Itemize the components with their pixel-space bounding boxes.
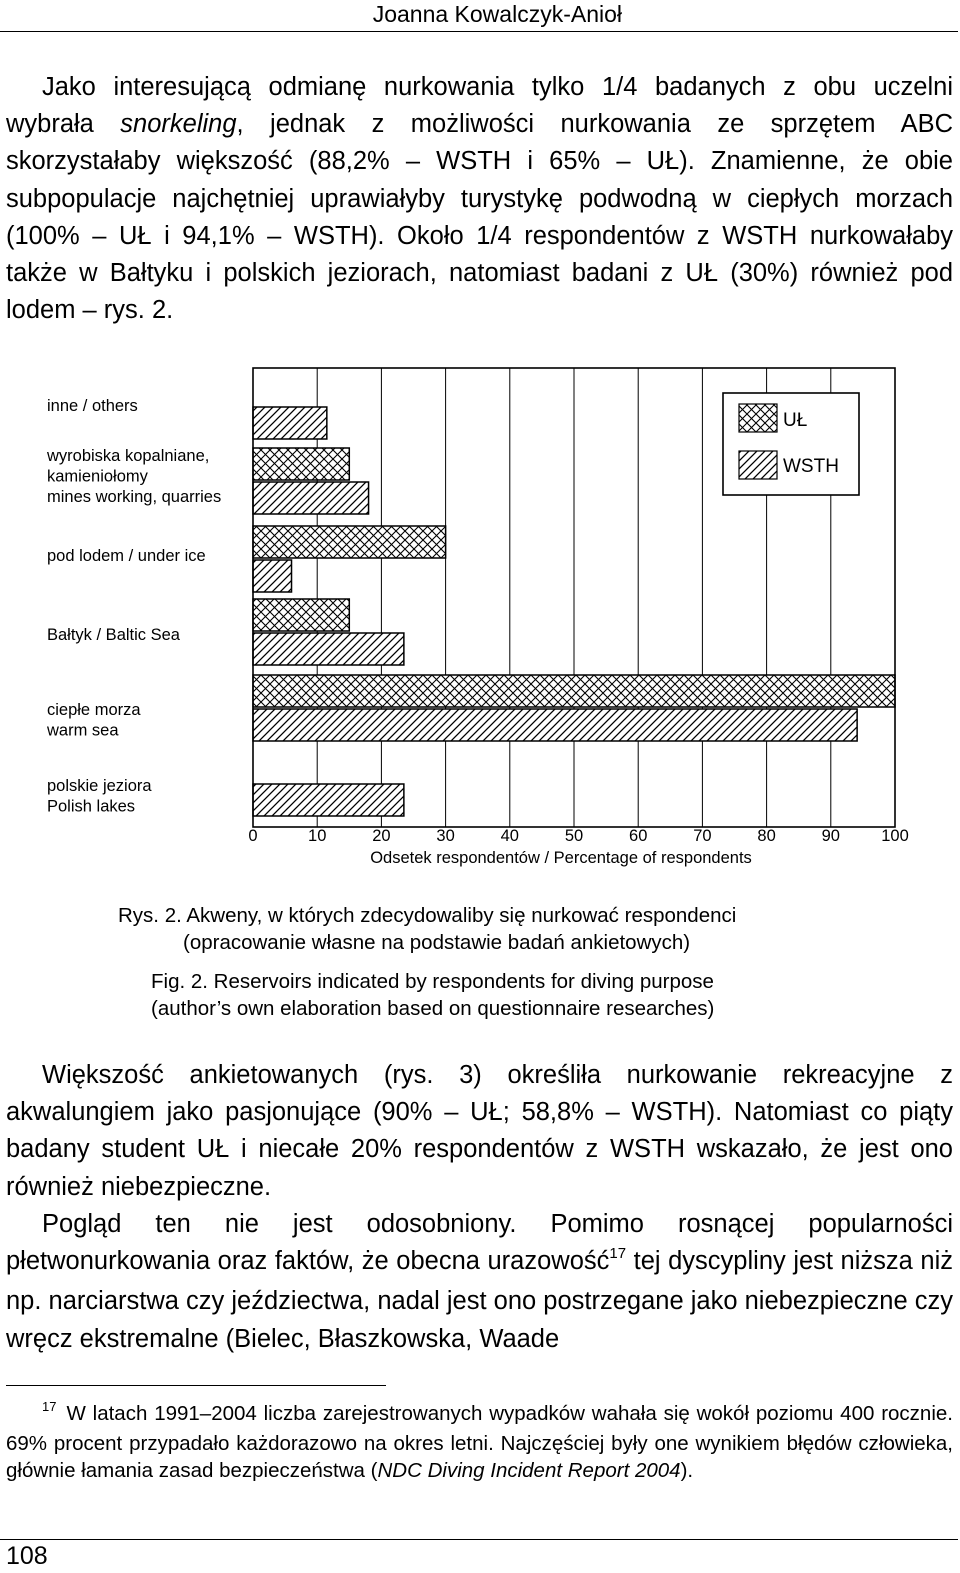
legend-swatch-ul xyxy=(739,404,777,432)
page-number: 108 xyxy=(6,1542,48,1570)
footnote-text-a: W latach 1991–2004 liczba zarejestrowanych wypadków wahała się wokół poziomu 400 rocznie. 69% procent przypadało każdorazowo na okres letni. Najczęściej były one wynikiem błędów człowieka, głównie łamania zasad bezpieczeństwa ( xyxy=(6,1402,953,1483)
paragraph-3 xyxy=(6,1206,953,1358)
category-label: wyrobiska kopalniane, kamieniołomy mines working, quarries xyxy=(47,447,222,506)
paragraph-3-text-a: Pogląd ten nie jest odosobniony. Pomimo rosnącej popularności płetwonurkowania oraz faktów, że obecna urazowość xyxy=(6,1210,953,1276)
x-tick-label: 20 xyxy=(372,827,391,845)
figure-caption-en-line1: Fig. 2. Reservoirs indicated by respondents for diving purpose xyxy=(151,970,714,993)
bar-ul xyxy=(253,448,349,480)
x-tick-label: 50 xyxy=(564,827,584,845)
bar-wsth xyxy=(253,709,857,741)
x-tick-label: 70 xyxy=(693,827,712,845)
legend-label-ul: UŁ xyxy=(783,410,808,431)
category-label: inne / others xyxy=(47,397,138,415)
category-labels xyxy=(46,397,221,816)
bar-wsth xyxy=(253,560,292,592)
paragraph-1-italic: snorkeling xyxy=(120,110,237,139)
legend xyxy=(723,393,859,495)
x-tick-label: 90 xyxy=(821,827,840,845)
category-label: ciepłe morza warm sea xyxy=(47,701,141,740)
x-tick-label: 10 xyxy=(308,827,327,845)
paragraph-3-text-b: tej dyscypliny jest niższa niż np. narciarstwa czy jeździectwa, nadal jest ono postrzegane jako niebezpieczne czy wręcz ekstremalne (Bielec, Błaszkowska, Waade xyxy=(6,1247,953,1353)
x-tick-label: 60 xyxy=(629,827,648,845)
paragraph-1-text-a: Jako interesującą odmianę nurkowania tylko 1/4 badanych z obu uczelni wybrała xyxy=(6,73,953,139)
x-tick-label: 100 xyxy=(881,827,909,845)
category-label: pod lodem / under ice xyxy=(47,547,206,565)
x-tick-label: 0 xyxy=(248,827,258,845)
footnote-mark: 17 xyxy=(42,1399,57,1414)
header-rule xyxy=(0,31,958,32)
x-tick-labels xyxy=(248,827,908,845)
footer-rule xyxy=(0,1539,958,1540)
bar-ul xyxy=(253,599,349,631)
bar-wsth xyxy=(253,784,404,816)
paragraph-1-text-b: , jednak z możliwości nurkowania ze sprzętem ABC skorzystałaby większość (88,2% – WSTH i 65% – UŁ). Znamienne, że obie subpopulacje najchętniej uprawiałyby turystykę podwodną w ciepłych morzach (100% – UŁ i 94,1% – WSTH). Około 1/4 respondentów z WSTH nurkowałaby także w Bałtyku i polskich jeziorach, natomiast badani z UŁ (30%) również pod lodem – rys. 2. xyxy=(6,110,953,325)
category-label: Bałtyk / Baltic Sea xyxy=(47,626,180,644)
bar-ul xyxy=(253,675,895,707)
figure-caption-en-line2: (author’s own elaboration based on questionnaire researches) xyxy=(151,997,715,1020)
x-tick-label: 30 xyxy=(436,827,455,845)
paragraph-1 xyxy=(6,69,953,329)
bar-wsth xyxy=(253,407,327,439)
category-label: polskie jeziora Polish lakes xyxy=(47,777,152,816)
footnote-italic: NDC Diving Incident Report 2004 xyxy=(377,1459,681,1483)
bar-chart xyxy=(0,360,960,880)
bar-ul xyxy=(253,526,446,558)
running-header-author: Joanna Kowalczyk-Anioł xyxy=(372,1,622,27)
x-axis-label: Odsetek respondentów / Percentage of respondents xyxy=(370,849,752,867)
legend-swatch-wsth xyxy=(739,451,777,479)
bar-wsth xyxy=(253,482,369,514)
x-tick-label: 40 xyxy=(500,827,519,845)
figure-caption-pl-line2: (opracowanie własne na podstawie badań ankietowych) xyxy=(183,931,691,954)
figure-caption-pl-line1: Rys. 2. Akweny, w których zdecydowaliby się nurkować respondenci xyxy=(118,904,737,927)
footnote xyxy=(6,1400,953,1485)
paragraph-2 xyxy=(6,1057,953,1206)
footnote-reference[interactable]: 17 xyxy=(609,1245,627,1263)
bar-wsth xyxy=(253,633,404,665)
legend-label-wsth: WSTH xyxy=(783,456,839,477)
footnote-separator xyxy=(6,1385,386,1386)
paragraph-2-text: Większość ankietowanych (rys. 3) określiła nurkowanie rekreacyjne z akwalungiem jako pasjonujące (90% – UŁ; 58,8% – WSTH). Natomiast co piąty badany student UŁ i niecałe 20% respondentów z WSTH wskazało, że jest ono również niebezpieczne. xyxy=(6,1061,953,1201)
x-tick-label: 80 xyxy=(757,827,776,845)
footnote-text-b: ). xyxy=(680,1459,694,1483)
